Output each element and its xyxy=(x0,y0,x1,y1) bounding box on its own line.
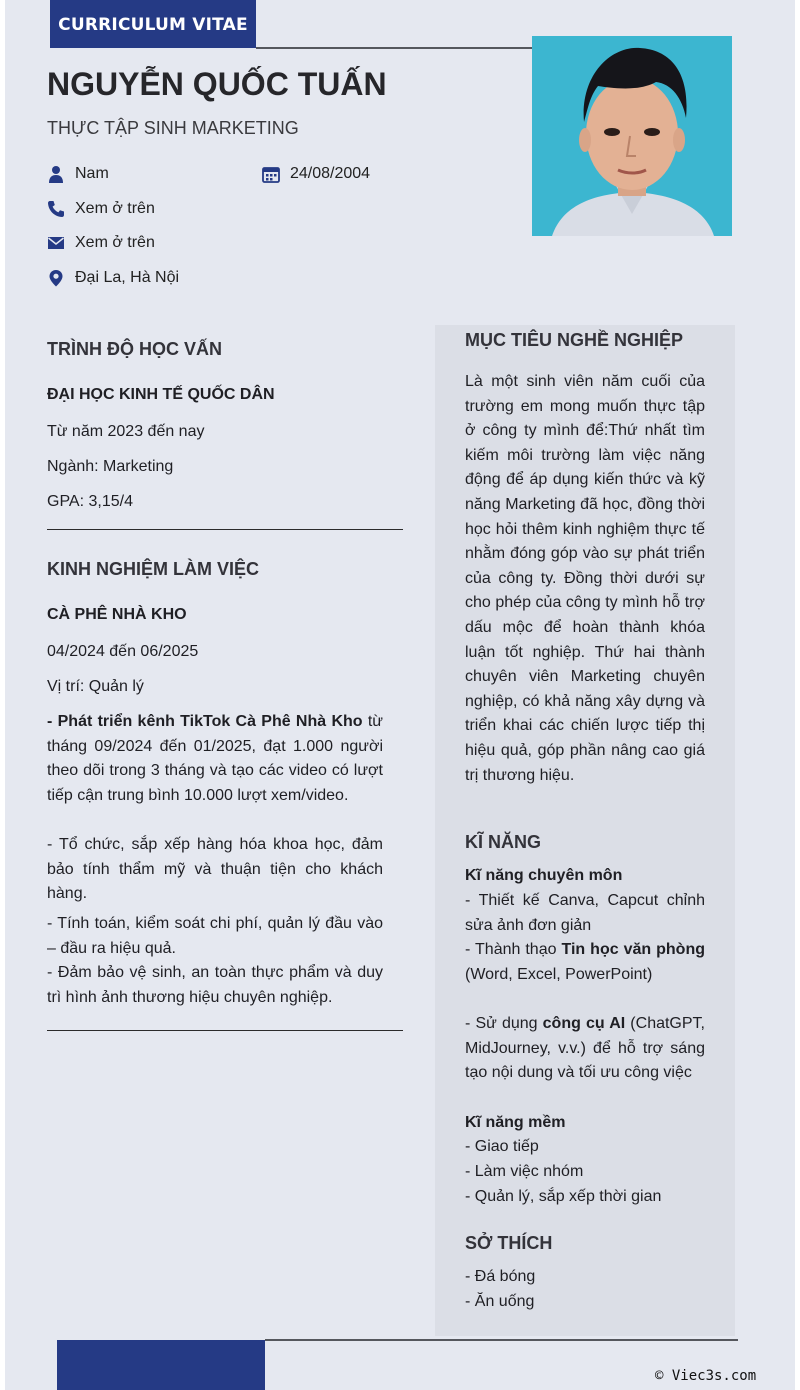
hard-skill-3 xyxy=(465,1012,705,1086)
experience-divider xyxy=(47,1030,403,1031)
soft-skill-3: - Quản lý, sắp xếp thời gian xyxy=(465,1188,662,1205)
hobbies-title: SỞ THÍCH xyxy=(465,1233,553,1253)
hard-skill-2-bold: Tin học văn phòng xyxy=(561,941,705,958)
hard-skill-1: - Thiết kế Canva, Capcut chỉnh sửa ảnh đơn giản xyxy=(465,892,705,934)
candidate-role: THỰC TẬP SINH MARKETING xyxy=(47,118,299,138)
education-major: Ngành: Marketing xyxy=(47,458,174,475)
hobby-1: - Đá bóng xyxy=(465,1268,536,1285)
contact-email xyxy=(47,234,155,252)
profile-photo xyxy=(532,36,732,236)
experience-title: KINH NGHIỆM LÀM VIỆC xyxy=(47,559,260,579)
address-value: Đại La, Hà Nội xyxy=(75,269,180,286)
contact-phone xyxy=(47,200,155,218)
cv-badge: CURRICULUM VITAE xyxy=(50,0,256,48)
hard-skill-2-c: (Word, Excel, PowerPoint) xyxy=(465,965,653,983)
experience-bullet-3: - Tính toán, kiểm soát chi phí, quản lý đầu vào – đầu ra hiệu quả. xyxy=(47,915,383,957)
soft-skill-2: - Làm việc nhóm xyxy=(465,1163,584,1180)
email-value: Xem ở trên xyxy=(75,234,155,251)
contact-address xyxy=(47,269,179,287)
experience-bullet-2: - Tổ chức, sắp xếp hàng hóa khoa học, đảm bảo tính thẩm mỹ và thuận tiện cho khách hàng. xyxy=(47,836,383,903)
education-gpa: GPA: 3,15/4 xyxy=(47,493,133,510)
phone-value: Xem ở trên xyxy=(75,200,155,217)
hard-skill-3-c: (ChatGPT, MidJourney, v.v.) để hỗ trợ sáng tạo nội dung và tối ưu công việc xyxy=(465,1015,705,1082)
mail-icon xyxy=(47,234,65,252)
education-school: ĐẠI HỌC KINH TẾ QUỐC DÂN xyxy=(47,386,275,403)
contact-gender xyxy=(47,165,109,183)
experience-company: CÀ PHÊ NHÀ KHO xyxy=(47,606,187,623)
contact-birthday xyxy=(262,165,370,183)
hard-skill-2 xyxy=(465,938,705,987)
hard-skill-3-a: - Sử dụng xyxy=(465,1015,543,1032)
portrait-illustration xyxy=(532,36,732,236)
experience-bullet-1 xyxy=(47,710,383,808)
education-title: TRÌNH ĐỘ HỌC VẤN xyxy=(47,339,222,359)
experience-bullet-1-text: từ tháng 09/2024 đến 01/2025, đạt 1.000 người theo dõi trong 3 tháng và tạo các video có lượt tiếp cận trung bình 10.000 lượt xem/video. xyxy=(47,713,383,804)
objective-title: MỤC TIÊU NGHỀ NGHIỆP xyxy=(465,330,684,350)
education-period: Từ năm 2023 đến nay xyxy=(47,423,205,440)
hard-skill-2-a: - Thành thạo xyxy=(465,941,562,958)
footer-accent-bar xyxy=(57,1340,265,1390)
objective-text: Là một sinh viên năm cuối của trường em mong muốn thực tập ở công ty mình để:Thứ nhất tìm kiếm môi trường làm việc năng động để áp dụng kiến thức và kỹ năng Marketing đã học, đồng thời học hỏi thêm kinh nghiệm thực tế nhằm đóng góp vào sự phát triển của công ty. Đồng thời dưới sự cho phép của công ty mình hỗ trợ dấu mộc để hoàn thành khóa luận tốt nghiệp. Thứ hai thành chuyên viên Marketing chuyên nghiệp, có khả năng xây dựng và triển khai các chiến lược tiếp thị hiệu quả, góp phần nâng cao giá trị thương hiệu. xyxy=(465,373,705,784)
candidate-name: NGUYỄN QUỐC TUẤN xyxy=(47,66,387,102)
experience-bullet-4: - Đảm bảo vệ sinh, an toàn thực phẩm và duy trì hình ảnh thương hiệu chuyên nghiệp. xyxy=(47,964,383,1006)
header-divider xyxy=(256,47,532,49)
phone-icon xyxy=(47,200,65,218)
experience-period: 04/2024 đến 06/2025 xyxy=(47,643,199,660)
birthday-value: 24/08/2004 xyxy=(290,165,371,182)
skills-title: KĨ NĂNG xyxy=(465,832,541,852)
gender-value: Nam xyxy=(75,165,109,182)
hard-skill-3-bold: công cụ AI xyxy=(542,1015,626,1032)
experience-bullet-1-bold: - Phát triển kênh TikTok Cà Phê Nhà Kho xyxy=(47,713,363,730)
experience-position: Vị trí: Quản lý xyxy=(47,678,144,695)
calendar-icon xyxy=(262,165,280,183)
hard-skills-title: Kĩ năng chuyên môn xyxy=(465,867,623,884)
education-divider xyxy=(47,529,403,530)
location-pin-icon xyxy=(47,269,65,287)
hobby-2: - Ăn uống xyxy=(465,1293,535,1310)
footer-divider xyxy=(265,1339,738,1341)
soft-skills-title: Kĩ năng mềm xyxy=(465,1114,566,1131)
footer-credit[interactable]: © Viec3s.com xyxy=(655,1368,757,1384)
soft-skill-1: - Giao tiếp xyxy=(465,1138,539,1155)
person-icon xyxy=(47,165,65,183)
